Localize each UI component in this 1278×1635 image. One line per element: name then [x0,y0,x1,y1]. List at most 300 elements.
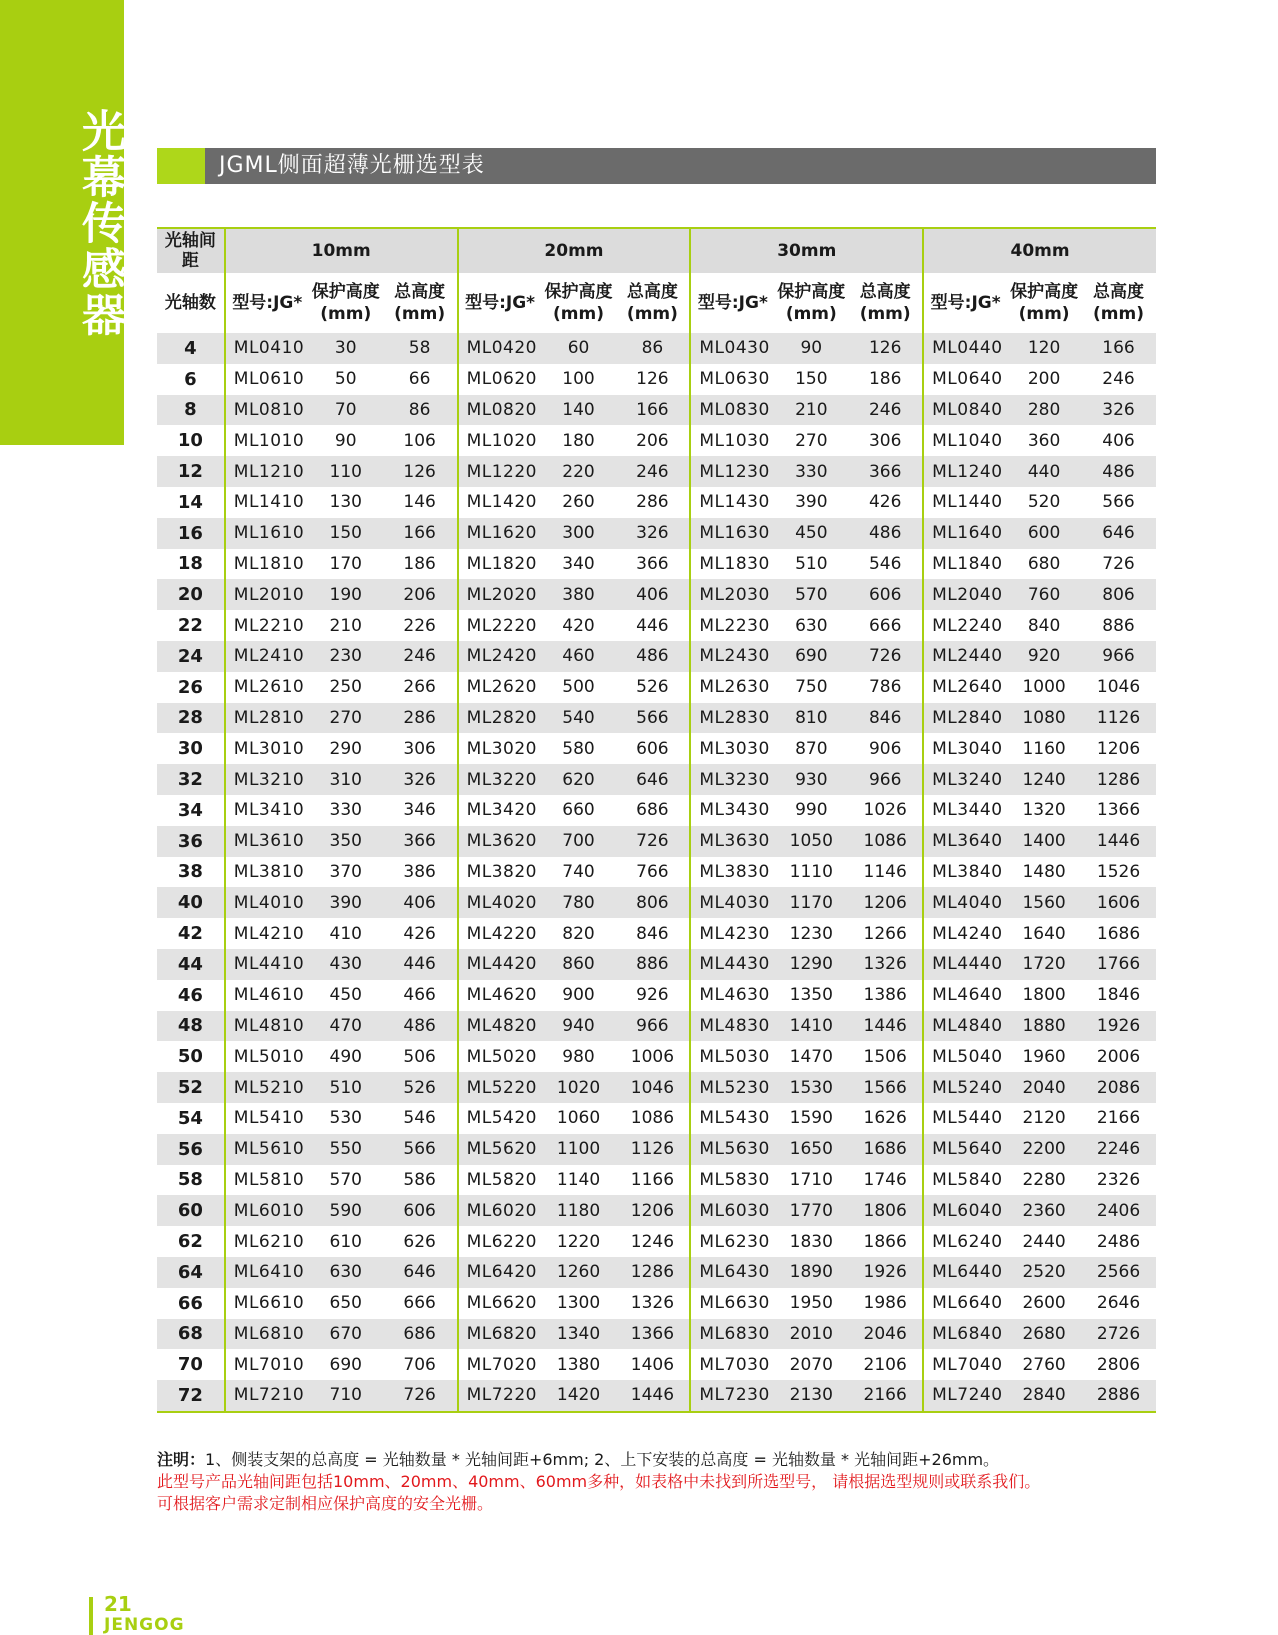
model-cell: ML1820 [458,549,542,580]
protect-height-cell: 630 [774,610,848,641]
model-cell: ML5840 [923,1165,1007,1196]
protect-height-cell: 280 [1007,395,1081,426]
total-height-cell: 58 [383,333,458,364]
protect-height-cell: 210 [309,610,383,641]
model-cell: ML1620 [458,518,542,549]
protect-height-cell: 1770 [774,1195,848,1226]
protect-height-cell: 2760 [1007,1349,1081,1380]
protect-height-cell: 1100 [542,1134,616,1165]
total-height-cell: 726 [848,641,923,672]
protect-height-cell: 990 [774,795,848,826]
model-cell: ML2210 [225,610,309,641]
total-height-cell: 486 [848,518,923,549]
protect-height-cell: 1420 [542,1380,616,1412]
total-height-cell: 726 [615,826,690,857]
model-cell: ML4030 [690,887,774,918]
total-height-cell: 486 [383,1011,458,1042]
model-cell: ML1420 [458,487,542,518]
model-cell: ML3030 [690,733,774,764]
total-height-cell: 426 [383,918,458,949]
total-height-cell: 1146 [848,857,923,888]
total-height-col-header: 总高度 (mm) [394,282,446,324]
total-height-cell: 206 [383,579,458,610]
protect-height-cell: 690 [774,641,848,672]
model-cell: ML4610 [225,980,309,1011]
model-cell: ML0610 [225,364,309,395]
protect-height-cell: 820 [542,918,616,949]
table-row [157,579,1156,610]
total-height-cell: 1086 [848,826,923,857]
protect-height-cell: 1230 [774,918,848,949]
model-col-header: 型号:JG* [225,273,309,333]
table-row [157,887,1156,918]
total-height-cell: 1766 [1081,949,1156,980]
axis-count-cell: 36 [157,826,225,857]
protect-height-cell: 1300 [542,1288,616,1319]
protect-height-cell: 2840 [1007,1380,1081,1412]
model-cell: ML4010 [225,887,309,918]
axis-count-cell: 10 [157,425,225,456]
total-height-cell: 1446 [848,1011,923,1042]
model-cell: ML0830 [690,395,774,426]
protect-height-cell: 2120 [1007,1103,1081,1134]
axis-count-cell: 4 [157,333,225,364]
model-cell: ML6210 [225,1226,309,1257]
protect-height-cell: 980 [542,1041,616,1072]
protect-height-cell: 340 [542,549,616,580]
protect-height-cell: 310 [309,764,383,795]
model-cell: ML5610 [225,1134,309,1165]
protect-height-cell: 250 [309,672,383,703]
protect-height-col-header: 保护高度 (mm) [311,282,380,324]
total-height-cell: 306 [383,733,458,764]
total-height-cell: 1206 [848,887,923,918]
total-height-cell: 446 [383,949,458,980]
total-height-cell: 966 [1081,641,1156,672]
group-header-40mm: 40mm [923,228,1156,273]
model-cell: ML5820 [458,1165,542,1196]
model-col-header: 型号:JG* [923,273,1007,333]
total-height-cell: 1526 [1081,857,1156,888]
protect-height-cell: 2280 [1007,1165,1081,1196]
selection-table [157,227,1156,1413]
total-height-cell: 606 [383,1195,458,1226]
model-cell: ML0640 [923,364,1007,395]
axis-count-cell: 20 [157,579,225,610]
total-height-cell: 106 [383,425,458,456]
model-cell: ML7030 [690,1349,774,1380]
table-row [157,518,1156,549]
model-cell: ML4630 [690,980,774,1011]
model-cell: ML1610 [225,518,309,549]
total-height-cell: 166 [615,395,690,426]
protect-height-cell: 2010 [774,1319,848,1350]
total-height-cell: 666 [848,610,923,641]
total-height-cell: 646 [383,1257,458,1288]
table-row [157,487,1156,518]
total-height-cell: 846 [615,918,690,949]
protect-height-cell: 940 [542,1011,616,1042]
protect-height-cell: 840 [1007,610,1081,641]
model-cell: ML2410 [225,641,309,672]
model-cell: ML2230 [690,610,774,641]
protect-height-cell: 900 [542,980,616,1011]
table-row [157,733,1156,764]
model-cell: ML3410 [225,795,309,826]
model-cell: ML1040 [923,425,1007,456]
model-cell: ML0420 [458,333,542,364]
protect-height-cell: 300 [542,518,616,549]
table-row [157,1011,1156,1042]
model-cell: ML6830 [690,1319,774,1350]
protect-height-cell: 2130 [774,1380,848,1412]
total-height-cell: 166 [383,518,458,549]
total-height-cell: 246 [1081,364,1156,395]
protect-height-cell: 670 [309,1319,383,1350]
protect-height-cell: 540 [542,703,616,734]
model-cell: ML4240 [923,918,1007,949]
protect-height-cell: 510 [774,549,848,580]
axis-count-cell: 18 [157,549,225,580]
model-cell: ML2220 [458,610,542,641]
protect-height-cell: 290 [309,733,383,764]
total-height-cell: 966 [615,1011,690,1042]
model-cell: ML4840 [923,1011,1007,1042]
model-cell: ML6610 [225,1288,309,1319]
total-height-cell: 2166 [848,1380,923,1412]
total-height-cell: 766 [615,857,690,888]
model-cell: ML1630 [690,518,774,549]
protect-height-cell: 500 [542,672,616,703]
total-height-cell: 1506 [848,1041,923,1072]
protect-height-cell: 2360 [1007,1195,1081,1226]
total-height-cell: 1406 [615,1349,690,1380]
table-row [157,857,1156,888]
protect-height-cell: 710 [309,1380,383,1412]
protect-height-cell: 230 [309,641,383,672]
protect-height-cell: 1170 [774,887,848,918]
protect-height-cell: 580 [542,733,616,764]
model-cell: ML5230 [690,1072,774,1103]
total-height-cell: 466 [383,980,458,1011]
protect-height-cell: 1240 [1007,764,1081,795]
total-height-cell: 2406 [1081,1195,1156,1226]
table-row [157,1226,1156,1257]
axis-count-cell: 16 [157,518,225,549]
axis-count-cell: 12 [157,456,225,487]
table-body [157,333,1156,1412]
total-height-cell: 2046 [848,1319,923,1350]
total-height-cell: 926 [615,980,690,1011]
protect-height-cell: 510 [309,1072,383,1103]
model-cell: ML7240 [923,1380,1007,1412]
total-height-cell: 1326 [615,1288,690,1319]
protect-height-cell: 270 [774,425,848,456]
protect-height-cell: 140 [542,395,616,426]
protect-height-cell: 2600 [1007,1288,1081,1319]
model-cell: ML0440 [923,333,1007,364]
total-height-cell: 846 [848,703,923,734]
protect-height-cell: 1160 [1007,733,1081,764]
total-height-cell: 226 [383,610,458,641]
protect-height-cell: 70 [309,395,383,426]
total-height-cell: 1166 [615,1165,690,1196]
model-cell: ML2040 [923,579,1007,610]
model-cell: ML1440 [923,487,1007,518]
model-cell: ML0430 [690,333,774,364]
table-row [157,1072,1156,1103]
protect-height-cell: 520 [1007,487,1081,518]
model-cell: ML0810 [225,395,309,426]
total-height-cell: 286 [615,487,690,518]
axis-count-cell: 6 [157,364,225,395]
axis-count-cell: 32 [157,764,225,795]
model-cell: ML0820 [458,395,542,426]
model-cell: ML4620 [458,980,542,1011]
model-cell: ML3840 [923,857,1007,888]
total-height-cell: 326 [615,518,690,549]
model-cell: ML1240 [923,456,1007,487]
total-height-cell: 486 [1081,456,1156,487]
model-cell: ML1210 [225,456,309,487]
model-cell: ML5810 [225,1165,309,1196]
protect-height-cell: 50 [309,364,383,395]
protect-height-cell: 650 [309,1288,383,1319]
model-cell: ML6820 [458,1319,542,1350]
total-height-cell: 886 [615,949,690,980]
protect-height-cell: 110 [309,456,383,487]
protect-height-cell: 1140 [542,1165,616,1196]
table-row [157,1103,1156,1134]
protect-height-cell: 150 [309,518,383,549]
table-row [157,1134,1156,1165]
total-height-cell: 1926 [848,1257,923,1288]
model-cell: ML7040 [923,1349,1007,1380]
total-height-cell: 1806 [848,1195,923,1226]
total-height-cell: 366 [615,549,690,580]
total-height-cell: 306 [848,425,923,456]
model-cell: ML3620 [458,826,542,857]
protect-height-cell: 2040 [1007,1072,1081,1103]
model-cell: ML5620 [458,1134,542,1165]
protect-height-cell: 360 [1007,425,1081,456]
table-row [157,826,1156,857]
total-height-cell: 446 [615,610,690,641]
model-cell: ML5440 [923,1103,1007,1134]
model-cell: ML4420 [458,949,542,980]
total-height-cell: 1206 [615,1195,690,1226]
model-cell: ML3430 [690,795,774,826]
protect-height-cell: 1590 [774,1103,848,1134]
model-cell: ML3830 [690,857,774,888]
table-row [157,703,1156,734]
protect-height-cell: 370 [309,857,383,888]
total-height-cell: 86 [383,395,458,426]
protect-height-cell: 1380 [542,1349,616,1380]
protect-height-cell: 1830 [774,1226,848,1257]
axis-count-cell: 46 [157,980,225,1011]
protect-height-cell: 90 [774,333,848,364]
axis-count-cell: 40 [157,887,225,918]
axis-count-cell: 48 [157,1011,225,1042]
table-row [157,1257,1156,1288]
model-cell: ML4440 [923,949,1007,980]
total-height-cell: 726 [383,1380,458,1412]
table-row [157,795,1156,826]
total-height-cell: 1986 [848,1288,923,1319]
total-height-cell: 1006 [615,1041,690,1072]
protect-height-cell: 920 [1007,641,1081,672]
model-cell: ML6810 [225,1319,309,1350]
table-row [157,549,1156,580]
total-height-cell: 1286 [1081,764,1156,795]
total-height-cell: 606 [615,733,690,764]
model-cell: ML2830 [690,703,774,734]
protect-height-cell: 700 [542,826,616,857]
protect-height-cell: 930 [774,764,848,795]
model-cell: ML2440 [923,641,1007,672]
protect-height-col-header: 保护高度 (mm) [1010,282,1079,324]
protect-height-cell: 1890 [774,1257,848,1288]
protect-height-cell: 570 [309,1165,383,1196]
model-cell: ML5040 [923,1041,1007,1072]
page-number: 21 [104,1592,132,1616]
protect-height-cell: 260 [542,487,616,518]
total-height-cell: 966 [848,764,923,795]
table-row [157,1319,1156,1350]
total-height-cell: 1366 [1081,795,1156,826]
table-row [157,641,1156,672]
protect-height-cell: 390 [774,487,848,518]
axis-count-label: 光轴数 [164,293,216,313]
total-height-cell: 126 [848,333,923,364]
total-height-cell: 1446 [1081,826,1156,857]
total-height-cell: 406 [383,887,458,918]
total-height-cell: 2326 [1081,1165,1156,1196]
table-row [157,1195,1156,1226]
model-cell: ML5010 [225,1041,309,1072]
axis-count-cell: 44 [157,949,225,980]
model-cell: ML5030 [690,1041,774,1072]
protect-height-cell: 1880 [1007,1011,1081,1042]
total-height-cell: 806 [1081,579,1156,610]
axis-count-cell: 42 [157,918,225,949]
model-cell: ML4020 [458,887,542,918]
model-cell: ML4410 [225,949,309,980]
model-cell: ML1010 [225,425,309,456]
model-cell: ML2640 [923,672,1007,703]
model-cell: ML2430 [690,641,774,672]
axis-count-cell: 62 [157,1226,225,1257]
table-row [157,395,1156,426]
model-cell: ML4640 [923,980,1007,1011]
axis-count-cell: 58 [157,1165,225,1196]
model-cell: ML3420 [458,795,542,826]
model-cell: ML0410 [225,333,309,364]
table-row [157,1288,1156,1319]
protect-height-cell: 1720 [1007,949,1081,980]
model-cell: ML7020 [458,1349,542,1380]
total-height-cell: 566 [1081,487,1156,518]
protect-height-cell: 1060 [542,1103,616,1134]
model-cell: ML1020 [458,425,542,456]
model-cell: ML1830 [690,549,774,580]
total-height-cell: 606 [848,579,923,610]
total-height-cell: 1566 [848,1072,923,1103]
model-cell: ML3210 [225,764,309,795]
table-row [157,456,1156,487]
total-height-cell: 2726 [1081,1319,1156,1350]
total-height-cell: 426 [848,487,923,518]
footer-accent-bar [89,1597,93,1635]
protect-height-cell: 1960 [1007,1041,1081,1072]
protect-height-cell: 60 [542,333,616,364]
total-height-cell: 206 [615,425,690,456]
protect-height-cell: 1400 [1007,826,1081,857]
model-cell: ML5220 [458,1072,542,1103]
total-height-cell: 2886 [1081,1380,1156,1412]
model-cell: ML2810 [225,703,309,734]
group-header-20mm: 20mm [458,228,691,273]
axis-count-cell: 26 [157,672,225,703]
total-height-cell: 1246 [615,1226,690,1257]
model-cell: ML1840 [923,549,1007,580]
protect-height-cell: 1260 [542,1257,616,1288]
protect-height-cell: 680 [1007,549,1081,580]
protect-height-cell: 30 [309,333,383,364]
protect-height-cell: 1340 [542,1319,616,1350]
protect-height-cell: 760 [1007,579,1081,610]
total-height-cell: 126 [615,364,690,395]
protect-height-cell: 210 [774,395,848,426]
model-cell: ML6220 [458,1226,542,1257]
total-height-cell: 506 [383,1041,458,1072]
total-height-cell: 366 [383,826,458,857]
protect-height-cell: 350 [309,826,383,857]
total-height-cell: 2646 [1081,1288,1156,1319]
title-accent-block [157,148,205,184]
total-height-col-header: 总高度 (mm) [1093,282,1144,324]
model-cell: ML5020 [458,1041,542,1072]
total-height-cell: 526 [615,672,690,703]
total-height-cell: 1126 [615,1134,690,1165]
protect-height-cell: 550 [309,1134,383,1165]
total-height-cell: 1626 [848,1103,923,1134]
total-height-cell: 246 [383,641,458,672]
total-height-cell: 546 [383,1103,458,1134]
protect-height-cell: 330 [309,795,383,826]
total-height-cell: 566 [383,1134,458,1165]
model-cell: ML4230 [690,918,774,949]
model-cell: ML5240 [923,1072,1007,1103]
total-height-cell: 246 [615,456,690,487]
total-height-cell: 2566 [1081,1257,1156,1288]
total-height-cell: 86 [615,333,690,364]
model-cell: ML5830 [690,1165,774,1196]
note-line-1 [157,1449,1157,1471]
protect-height-cell: 420 [542,610,616,641]
note-label: 注明： [157,1450,206,1469]
protect-height-cell: 450 [774,518,848,549]
total-height-cell: 1606 [1081,887,1156,918]
model-cell: ML6240 [923,1226,1007,1257]
protect-height-cell: 410 [309,918,383,949]
axis-count-cell: 64 [157,1257,225,1288]
total-height-cell: 2246 [1081,1134,1156,1165]
protect-height-cell: 1290 [774,949,848,980]
protect-height-cell: 270 [309,703,383,734]
group-header-10mm: 10mm [225,228,458,273]
